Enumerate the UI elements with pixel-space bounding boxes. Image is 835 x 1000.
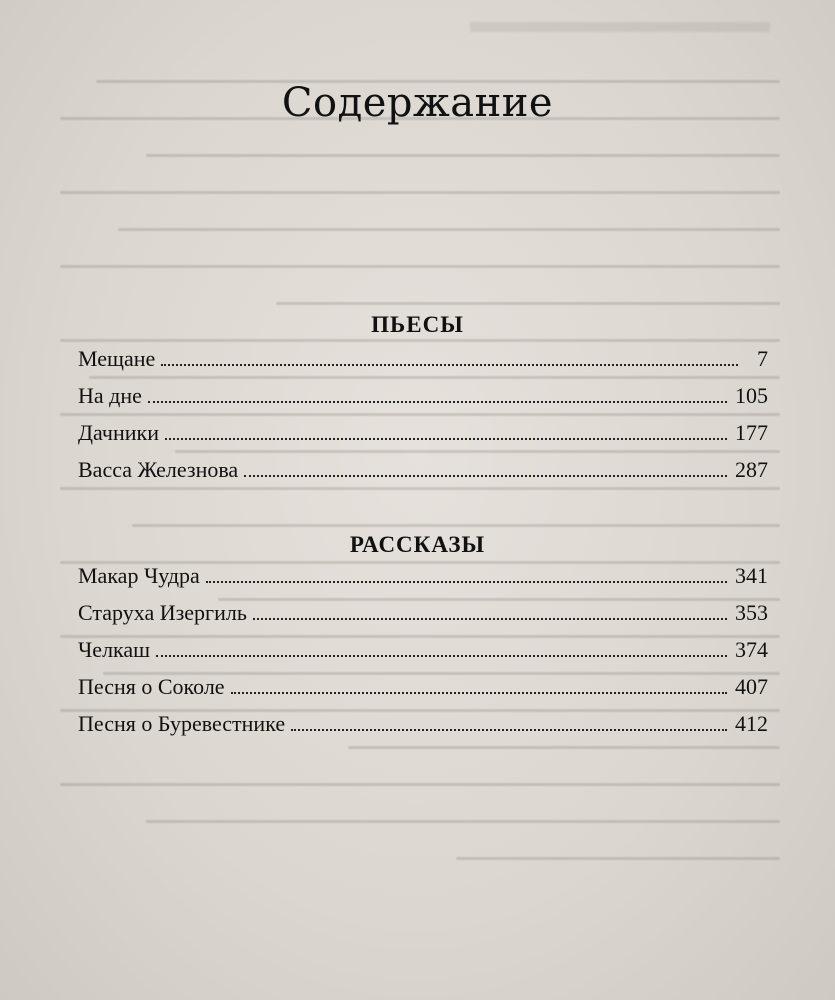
toc-entry[interactable] — [78, 600, 768, 637]
toc-entry[interactable] — [78, 420, 768, 457]
dot-leader — [165, 438, 727, 440]
dot-leader — [161, 364, 738, 366]
dot-leader — [253, 618, 727, 620]
toc-entry-page: 7 — [757, 346, 768, 371]
dot-leader — [156, 655, 727, 657]
toc-entry-page: 412 — [735, 711, 768, 736]
toc-entry-title: Васса Железнова — [78, 457, 239, 482]
toc-entry-title: Песня о Соколе — [78, 674, 225, 699]
toc-list-plays — [78, 346, 768, 494]
toc-list-stories — [78, 563, 768, 748]
toc-entry[interactable] — [78, 346, 768, 383]
toc-entry-title: Челкаш — [78, 637, 151, 662]
toc-entry-page: 105 — [735, 383, 768, 408]
toc-entry-page: 341 — [735, 563, 768, 588]
toc-entry-page: 287 — [735, 457, 768, 482]
toc-entry-page: 353 — [735, 600, 768, 625]
toc-entry-title: Старуха Изергиль — [78, 600, 247, 625]
dot-leader — [148, 401, 727, 403]
toc-entry-page: 407 — [735, 674, 768, 699]
dot-leader — [206, 581, 727, 583]
toc-entry-title: Мещане — [78, 346, 156, 371]
bleed-through-text — [60, 80, 780, 980]
toc-entry-title: Песня о Буревестнике — [78, 711, 286, 736]
toc-entry-page: 374 — [735, 637, 768, 662]
dot-leader — [244, 475, 727, 477]
bleed-through-header — [470, 22, 770, 32]
dot-leader — [231, 692, 727, 694]
toc-entry-title: Макар Чудра — [78, 563, 200, 588]
toc-entry-title: На дне — [78, 383, 142, 408]
toc-entry[interactable] — [78, 457, 768, 494]
toc-entry[interactable] — [78, 383, 768, 420]
toc-entry-page: 177 — [735, 420, 768, 445]
toc-entry[interactable] — [78, 637, 768, 674]
dot-leader — [291, 729, 727, 731]
page-title: Содержание — [281, 80, 554, 126]
toc-entry[interactable] — [78, 563, 768, 600]
toc-entry[interactable] — [78, 674, 768, 711]
section-heading-plays: ПЬЕСЫ — [371, 312, 464, 337]
toc-entry[interactable] — [78, 711, 768, 748]
section-heading-stories: РАССКАЗЫ — [349, 532, 486, 557]
toc-entry-title: Дачники — [78, 420, 159, 445]
